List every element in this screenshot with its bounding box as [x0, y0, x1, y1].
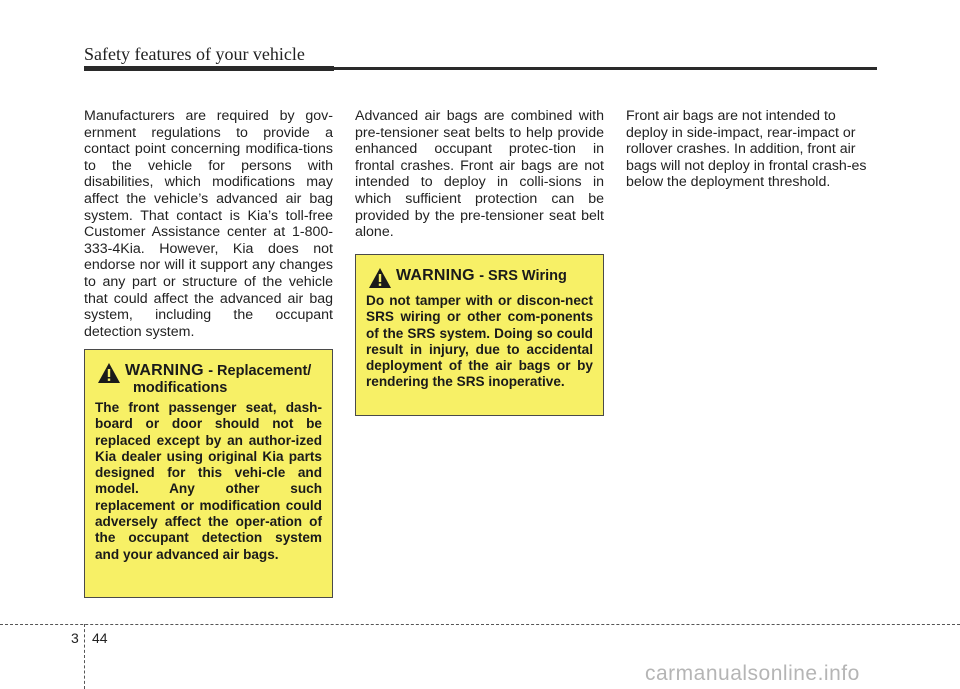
warning-heading — [97, 362, 322, 396]
body-paragraph-col2: Advanced air bags are combined with pre-tensioner seat belts to help provide enhanced occupant protec-tion in frontal crashes. Front air bags are not intended to deploy in colli-sions in which sufficient protection can be provided by the pre-tensioner seat belt alone. — [355, 108, 604, 241]
warning-label: WARNING — [396, 267, 475, 284]
warning-body-text: The front passenger seat, dash-board or door should not be replaced except by an author-ized Kia dealer using original Kia parts designed for this vehi-cle and model. Any other such replacement or modification could adversely affect the oper-ation of the occupant detection system and your advanced air bags. — [95, 400, 322, 562]
page-number: 44 — [92, 630, 108, 646]
warning-triangle-icon — [97, 362, 121, 384]
warning-label: WARNING — [125, 362, 204, 379]
warning-subtitle: - SRS Wiring — [479, 268, 567, 284]
footer-rule — [0, 624, 960, 625]
header-rule-accent — [84, 66, 334, 71]
page-header-title: Safety features of your vehicle — [84, 44, 305, 64]
watermark: carmanualsonline.info — [645, 662, 860, 685]
warning-subtitle-line2: modifications — [133, 380, 228, 396]
chapter-number: 3 — [71, 630, 79, 646]
warning-triangle-icon — [368, 267, 392, 289]
warning-box-srs-wiring — [355, 254, 604, 416]
footer-divider — [84, 624, 85, 689]
warning-body-text: Do not tamper with or discon-nect SRS wiring or other com-ponents of the SRS system. Doing so could result in injury, due to accidental deployment of the air bags or by rendering the SRS inoperative. — [366, 293, 593, 390]
warning-subtitle: - Replacement/ — [208, 363, 312, 379]
body-paragraph-col1: Manufacturers are required by gov-ernment regulations to provide a contact point concerning modifica-tions to the vehicle for persons with disabilities, which modifications may affect the vehicle’s advanced air bag system. That contact is Kia’s toll-free Customer Assistance center at 1-800-333-4Kia. However, Kia does not endorse nor will it support any changes to any part or structure of the vehicle that could affect the advanced air bag system, including the occupant detection system. — [84, 108, 333, 340]
warning-heading — [368, 267, 593, 289]
warning-box-replacement — [84, 349, 333, 598]
body-paragraph-col3: Front air bags are not intended to deploy in side-impact, rear-impact or rollover crashes. In addition, front air bags will not deploy in frontal crash-es below the deployment threshold. — [626, 108, 867, 191]
